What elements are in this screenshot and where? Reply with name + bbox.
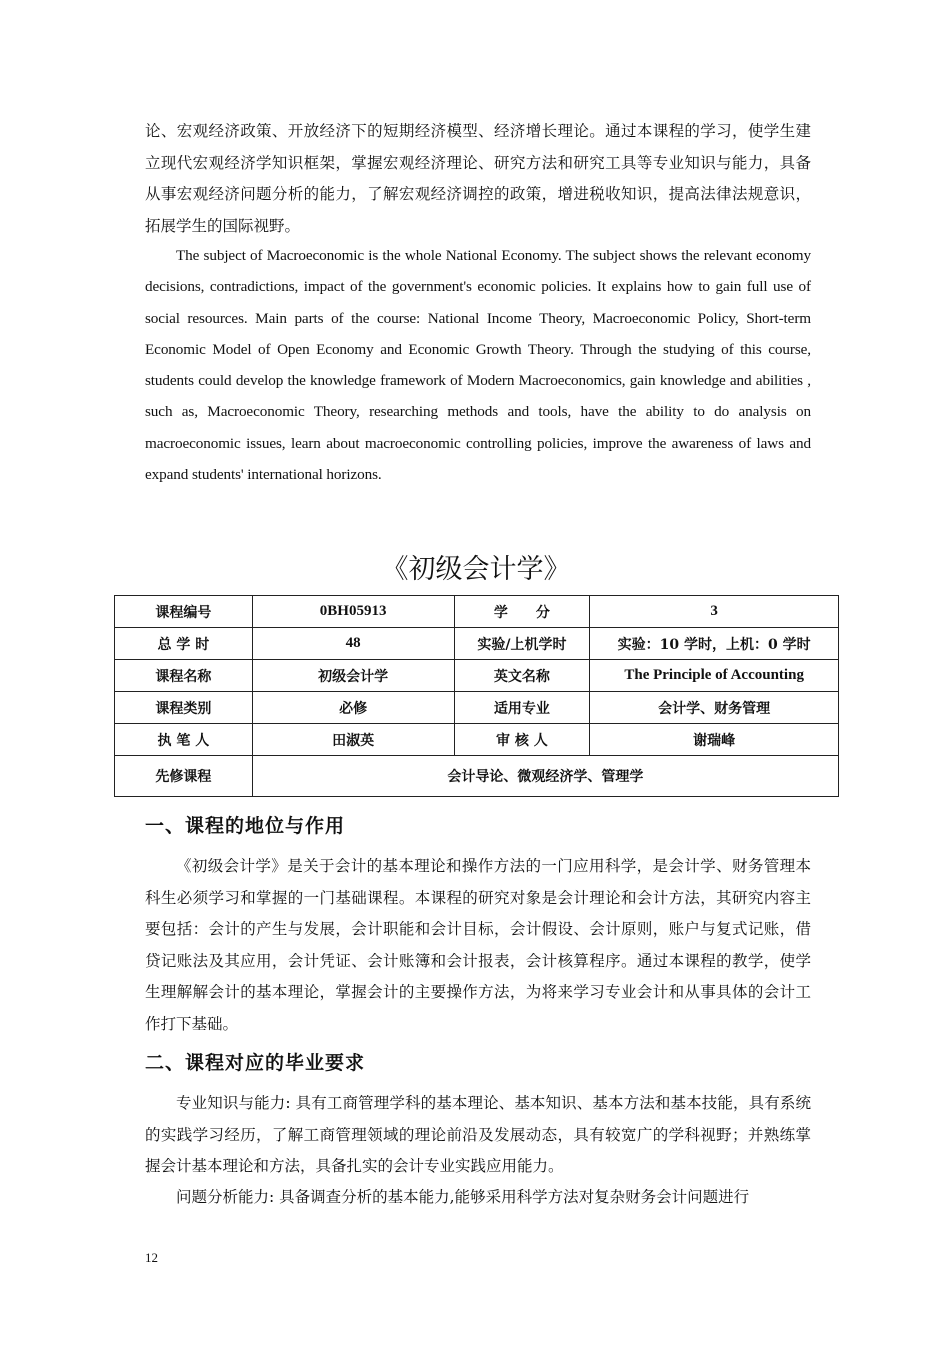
lab-hours-value: 实验：10 学时，上机：0 学时: [590, 628, 839, 660]
intro-chinese-paragraph: 论、宏观经济政策、开放经济下的短期经济模型、经济增长理论。通过本课程的学习，使学生建立现代宏观经济学知识框架，掌握宏观经济理论、研究方法和研究工具等专业知识与能力，具备从事宏观经济问题分析的能力，了解宏观经济调控的政策，增进税收知识，提高法律法规意识，拓展学生的国际视野。: [145, 122, 811, 235]
course-type-label: 课程类别: [115, 692, 253, 724]
applicable-major-label: 适用专业: [454, 692, 590, 724]
reviewer-label: 审 核 人: [454, 724, 590, 756]
table-row: [115, 692, 839, 724]
total-hours-label: 总 学 时: [115, 628, 253, 660]
applicable-major-value: 会计学、财务管理: [590, 692, 839, 724]
credit-label: 学 分: [454, 596, 590, 628]
section-heading-requirements: 二、课程对应的毕业要求: [145, 1052, 366, 1074]
course-code-label: 课程编号: [115, 596, 253, 628]
table-row: [115, 724, 839, 756]
table-row: [115, 596, 839, 628]
prerequisite-label: 先修课程: [115, 756, 253, 797]
english-name-value: The Principle of Accounting: [590, 660, 839, 692]
table-row: [115, 660, 839, 692]
credit-value: 3: [590, 596, 839, 628]
author-label: 执 笔 人: [115, 724, 253, 756]
english-name-label: 英文名称: [454, 660, 590, 692]
lab-hours-label: 实验/上机学时: [454, 628, 590, 660]
prerequisite-value: 会计导论、微观经济学、管理学: [252, 756, 838, 797]
course-title: 《初级会计学》: [381, 554, 571, 585]
reviewer-value: 谢瑞峰: [590, 724, 839, 756]
section-heading-role: 一、课程的地位与作用: [145, 815, 346, 837]
intro-english-paragraph: The subject of Macroeconomic is the whole National Economy. The subject shows the relevant economy decisions, contradictions, impact of the government's economic policies. It explains how to gain full use of social resources. Main parts of the course: National Income Theory, Macroeconomic Policy, Short-term Economic Model of Open Economy and Economic Growth Theory. Through the studying of this course, students could develop the knowledge framework of Modern Macroeconomics, gain knowledge and abilities , such as, Macroeconomic Theory, researching methods and tools, have the ability to do analysis on macroeconomic issues, learn about macroeconomic controlling policies, improve the awareness of laws and expand students' international horizons.: [145, 247, 811, 484]
requirements-paragraph-2: 问题分析能力: 具备调查分析的基本能力,能够采用科学方法对复杂财务会计问题进行: [176, 1188, 750, 1206]
table-row: [115, 756, 839, 797]
course-name-value: 初级会计学: [252, 660, 454, 692]
page-number: 12: [145, 1250, 158, 1265]
total-hours-value: 48: [252, 628, 454, 660]
table-row: [115, 628, 839, 660]
author-value: 田淑英: [252, 724, 454, 756]
requirements-paragraph-1: 专业知识与能力: 具有工商管理学科的基本理论、基本知识、基本方法和基本技能，具有系统的实践学习经历，了解工商管理领域的理论前沿及发展动态，具有较宽广的学科视野；并熟练掌握会计基本理论和方法，具备扎实的会计专业实践应用能力。: [145, 1094, 811, 1175]
course-name-label: 课程名称: [115, 660, 253, 692]
course-type-value: 必修: [252, 692, 454, 724]
course-info-table: [114, 595, 839, 797]
section-role-paragraph: 《初级会计学》是关于会计的基本理论和操作方法的一门应用科学，是会计学、财务管理本科生必须学习和掌握的一门基础课程。本课程的研究对象是会计理论和会计方法，其研究内容主要包括：会计的产生与发展，会计职能和会计目标，会计假设、会计原则，账户与复式记账，借贷记账法及其应用，会计凭证、会计账簿和会计报表，会计核算程序。通过本课程的教学，使学生理解解会计的基本理论，掌握会计的主要操作方法，为将来学习专业会计和从事具体的会计工作打下基础。: [145, 857, 811, 1033]
course-code-value: 0BH05913: [252, 596, 454, 628]
